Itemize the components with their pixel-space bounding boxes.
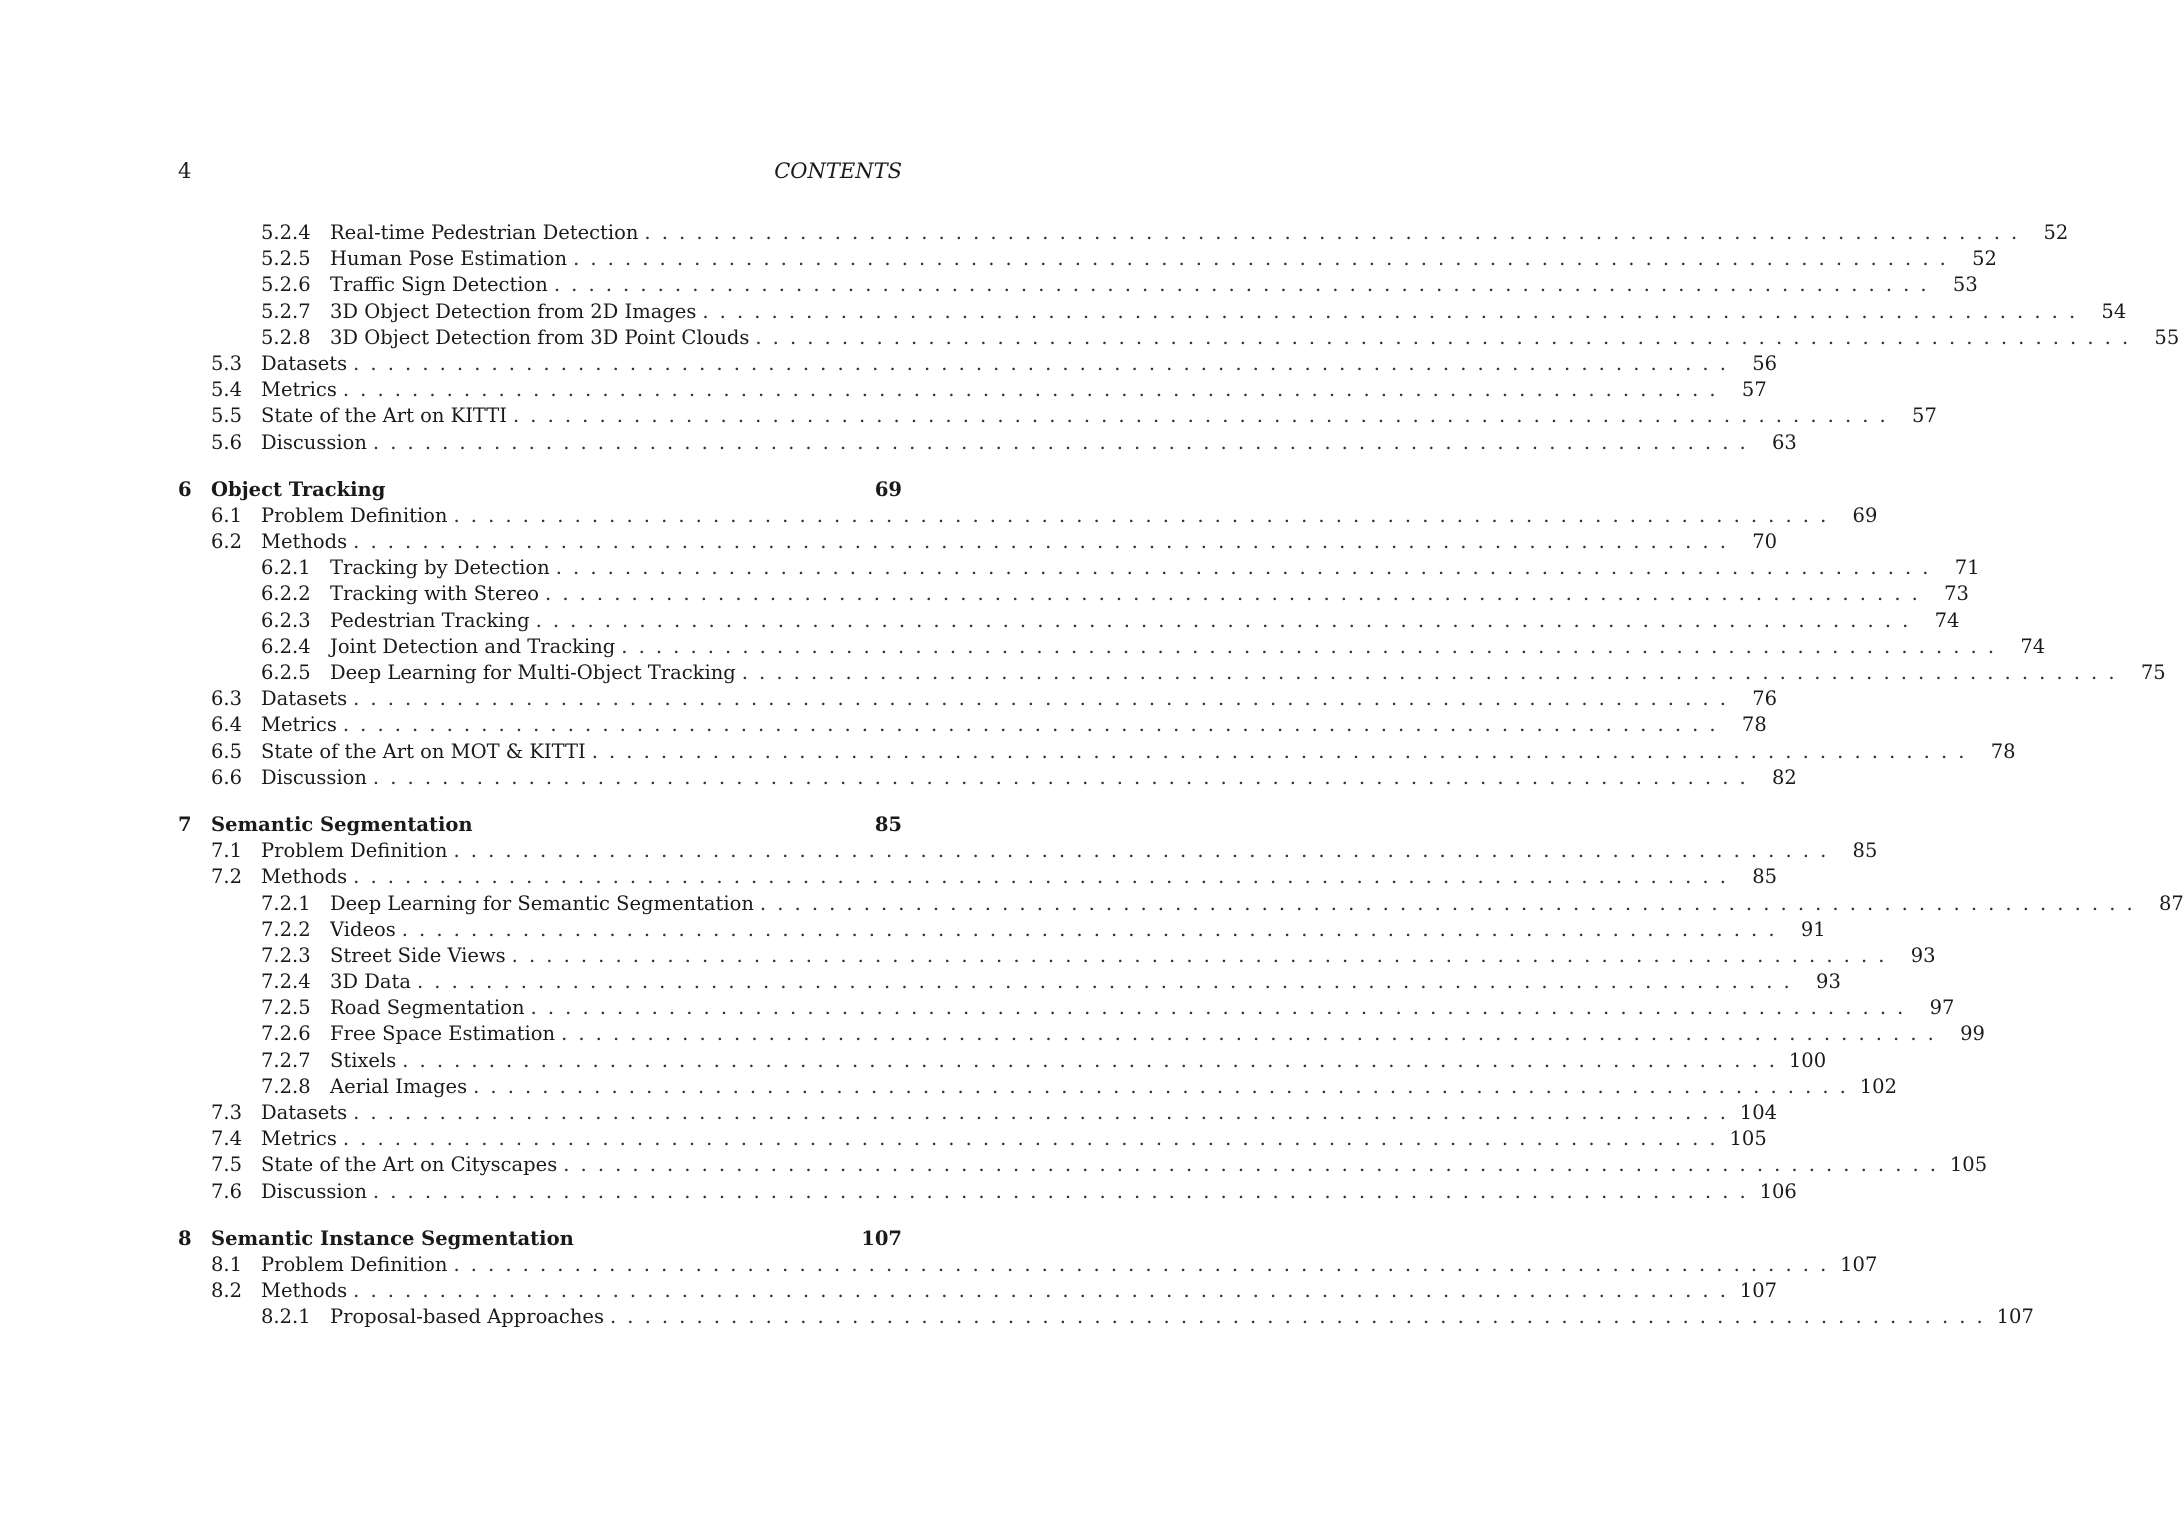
toc-entry-title: Problem Definition: [261, 1252, 453, 1278]
toc-entry-page: 107: [1996, 1305, 2034, 1329]
toc-entry-title: Proposal-based Approaches: [330, 1304, 610, 1330]
dot-leader: ................................................................................: [535, 608, 1920, 632]
toc-entry-number: 7.1: [211, 839, 243, 863]
dot-leader: ................................................................................: [353, 1101, 1738, 1124]
toc-entry-title: Methods: [261, 529, 353, 555]
toc-entry-title: Joint Detection and Tracking: [330, 634, 621, 660]
toc-subsection-entry[interactable]: [178, 299, 2127, 325]
toc-subsection-entry[interactable]: [178, 634, 2046, 660]
toc-entry-line: [330, 1048, 1827, 1074]
toc-entry-number: 5.5: [211, 404, 243, 428]
toc-entry-number: 8.2.1: [261, 1305, 311, 1329]
toc-entry-title: 3D Object Detection from 3D Point Clouds: [330, 325, 755, 351]
toc-entry-line: [261, 1100, 1778, 1126]
toc-entry-number: 5.2.4: [261, 221, 311, 244]
dot-leader: ................................................................................: [372, 765, 1757, 789]
toc-entry-line: [211, 812, 902, 838]
toc-entry-line: [330, 1021, 1985, 1047]
toc-entry-line: [261, 351, 1778, 377]
toc-entry-title: Problem Definition: [261, 503, 453, 529]
toc-entry-page: 105: [1949, 1153, 1988, 1177]
toc-entry-title: Metrics: [261, 377, 343, 403]
toc-entry-page: 105: [1729, 1127, 1767, 1151]
toc-entry-line: [330, 969, 1841, 995]
toc-entry-number: 7.2.7: [261, 1048, 311, 1072]
toc-entry-line: [261, 403, 1937, 429]
toc-entry-page: 69: [1852, 503, 1878, 527]
toc-entry-number: 5.4: [211, 378, 243, 402]
toc-entry-page: 71: [1954, 556, 1980, 580]
toc-chapter-entry[interactable]: [178, 1226, 902, 1252]
toc-subsection-entry[interactable]: [178, 246, 1997, 272]
toc-entry-number: 7.2.5: [261, 996, 311, 1020]
toc-entry-number: 5.3: [211, 351, 243, 375]
dot-leader: ................................................................................: [644, 221, 2029, 244]
toc-entry-line: [261, 1179, 1797, 1205]
dot-leader: ................................................................................: [453, 503, 1838, 527]
toc-entry-line: [330, 555, 1980, 581]
toc-entry-line: [261, 686, 1778, 712]
toc-entry-title: Semantic Instance Segmentation: [211, 1226, 580, 1252]
page-number: 4: [178, 159, 192, 183]
toc-subsection-entry[interactable]: [178, 1021, 1985, 1047]
toc-entry-number: 5.2.7: [261, 299, 311, 323]
toc-entry-title: Datasets: [261, 351, 353, 377]
toc-entry-page: 93: [1910, 943, 1936, 967]
toc-section-entry[interactable]: [178, 838, 1878, 864]
toc-entry-number: 8: [178, 1226, 192, 1250]
toc-entry-number: 6.2.2: [261, 582, 311, 606]
toc-entry-page: 106: [1759, 1179, 1797, 1203]
toc-subsection-entry[interactable]: [178, 608, 1960, 634]
toc-section-entry[interactable]: [178, 1152, 1988, 1178]
dot-leader: ................................................................................: [530, 996, 1915, 1020]
toc-entry-title: Street Side Views: [330, 943, 512, 969]
toc-subsection-entry[interactable]: [178, 891, 2184, 917]
toc-section-entry[interactable]: [178, 403, 1937, 429]
page-header: [178, 156, 902, 186]
toc-entry-line: [261, 765, 1797, 791]
toc-entry-page: 78: [1990, 739, 2016, 763]
dot-leader: ................................................................................: [342, 1127, 1727, 1151]
dot-leader: ................................................................................: [741, 661, 2126, 684]
toc-subsection-entry[interactable]: [178, 581, 1969, 607]
toc-entry-number: 6.6: [211, 765, 243, 789]
toc-entry-page: 52: [2043, 221, 2069, 244]
toc-subsection-entry[interactable]: [178, 1304, 2034, 1330]
toc-entry-number: 6.2.3: [261, 608, 311, 632]
toc-entry-number: 6.2.5: [261, 661, 311, 684]
toc-entry-title: Problem Definition: [261, 838, 453, 864]
toc-subsection-entry[interactable]: [178, 917, 1826, 943]
toc-entry-title: State of the Art on Cityscapes: [261, 1152, 563, 1178]
toc-entry-title: Object Tracking: [211, 477, 391, 503]
dot-leader: ................................................................................: [453, 1252, 1838, 1276]
toc-entry-number: 7.2.3: [261, 943, 311, 967]
toc-section-entry[interactable]: [178, 377, 1767, 403]
dot-leader: ................................................................................: [609, 1305, 1994, 1329]
toc-entry-line: [330, 581, 1969, 607]
toc-entry-page: 93: [1816, 970, 1841, 994]
toc-entry-line: [261, 838, 1878, 864]
toc-entry-title: Discussion: [261, 430, 373, 456]
toc-entry-title: Free Space Estimation: [330, 1021, 561, 1047]
toc-entry-line: [330, 1304, 2034, 1330]
toc-entry-title: Datasets: [261, 1100, 353, 1126]
toc-entry-line: [330, 325, 2180, 351]
toc-entry-title: Metrics: [261, 1126, 343, 1152]
toc-entry-line: [330, 891, 2184, 917]
toc-entry-number: 6.2.4: [261, 634, 311, 658]
toc-entry-title: Videos: [330, 917, 402, 943]
dot-leader: ................................................................................: [416, 970, 1801, 994]
toc-entry-page: 55: [2154, 325, 2180, 349]
toc-entry-page: 73: [1944, 582, 1969, 606]
table-of-contents: [178, 220, 2184, 1331]
toc-entry-page: 104: [1739, 1101, 1778, 1124]
toc-entry-title: 3D Data: [330, 969, 417, 995]
toc-entry-page: 100: [1788, 1048, 1827, 1072]
dot-leader: ................................................................................: [353, 351, 1738, 375]
toc-entry-page: 56: [1752, 351, 1778, 375]
dot-leader: ................................................................................: [353, 865, 1738, 889]
toc-entry-page: 57: [1912, 404, 1937, 428]
toc-entry-line: [330, 220, 2069, 246]
toc-entry-title: Real-time Pedestrian Detection: [330, 220, 644, 246]
dot-leader: ................................................................................: [512, 404, 1897, 428]
dot-leader: ................................................................................: [555, 556, 1940, 580]
dot-leader: ................................................................................: [353, 687, 1738, 711]
toc-entry-title: Human Pose Estimation: [330, 246, 573, 272]
toc-entry-number: 5.2.8: [261, 325, 311, 349]
toc-entry-page: 102: [1859, 1074, 1897, 1098]
toc-entry-number: 5.2.5: [261, 247, 311, 271]
toc-entry-page: 74: [1934, 608, 1960, 632]
toc-entry-line: [211, 1226, 902, 1252]
toc-entry-line: [330, 634, 2046, 660]
toc-entry-page: 52: [1972, 247, 1997, 271]
toc-section-entry[interactable]: [178, 712, 1767, 738]
dot-leader: ................................................................................: [372, 1179, 1757, 1203]
toc-entry-title: 3D Object Detection from 2D Images: [330, 299, 702, 325]
toc-entry-page: 97: [1929, 996, 1955, 1020]
toc-section-entry[interactable]: [178, 1100, 1778, 1126]
toc-entry-number: 7.4: [211, 1127, 243, 1151]
toc-entry-line: [261, 739, 2016, 765]
toc-entry-number: 8.1: [211, 1252, 243, 1276]
toc-entry-page: 76: [1752, 687, 1778, 711]
toc-entry-page: 85: [1852, 839, 1878, 863]
toc-entry-number: 6.2: [211, 530, 243, 554]
toc-entry-page: 63: [1771, 430, 1797, 454]
toc-entry-title: Tracking with Stereo: [330, 581, 545, 607]
toc-entry-title: Aerial Images: [330, 1074, 473, 1100]
toc-entry-line: [330, 917, 1826, 943]
toc-entry-number: 5.6: [211, 430, 243, 454]
toc-entry-title: Methods: [261, 864, 353, 890]
toc-entry-page: 82: [1771, 765, 1797, 789]
toc-entry-page: 57: [1741, 378, 1767, 402]
dot-leader: ................................................................................: [453, 839, 1838, 863]
dot-leader: ................................................................................: [561, 1022, 1945, 1046]
toc-entry-line: [330, 995, 1955, 1021]
dot-leader: ................................................................................: [342, 713, 1727, 737]
toc-entry-page: 107: [1739, 1279, 1778, 1303]
toc-entry-line: [330, 608, 1960, 634]
dot-leader: ................................................................................: [563, 1153, 1948, 1177]
toc-entry-number: 6.1: [211, 503, 243, 527]
toc-entry-title: State of the Art on KITTI: [261, 403, 513, 429]
toc-subsection-entry[interactable]: [178, 220, 2069, 246]
toc-section-entry[interactable]: [178, 1278, 1778, 1304]
toc-entry-number: 6: [178, 477, 192, 501]
dot-leader: ................................................................................: [553, 273, 1938, 297]
dot-leader: ................................................................................: [759, 891, 2144, 915]
toc-section-entry[interactable]: [178, 1126, 1767, 1152]
toc-entry-page: 53: [1952, 273, 1978, 297]
toc-entry-number: 5.2.6: [261, 273, 311, 297]
toc-entry-page: 54: [2101, 299, 2127, 323]
toc-entry-number: 7.3: [211, 1101, 243, 1124]
dot-leader: ................................................................................: [353, 1279, 1738, 1303]
dot-leader: ................................................................................: [591, 739, 1976, 763]
dot-leader: ................................................................................: [545, 582, 1929, 606]
toc-entry-number: 6.4: [211, 713, 243, 737]
toc-entry-page: 85: [874, 812, 902, 836]
toc-entry-page: 107: [1840, 1252, 1878, 1276]
toc-section-entry[interactable]: [178, 739, 2016, 765]
toc-chapter-entry[interactable]: [178, 812, 902, 838]
toc-entry-page: 75: [2140, 661, 2166, 684]
toc-section-entry[interactable]: [178, 430, 1797, 456]
toc-entry-line: [330, 272, 1978, 298]
toc-entry-number: 6.3: [211, 687, 243, 711]
toc-entry-number: 7.2.1: [261, 891, 311, 915]
dot-leader: ................................................................................: [342, 378, 1727, 402]
toc-entry-title: Datasets: [261, 686, 353, 712]
toc-entry-page: 74: [2020, 634, 2046, 658]
toc-entry-title: Discussion: [261, 1179, 373, 1205]
toc-subsection-entry[interactable]: [178, 325, 2180, 351]
dot-leader: ................................................................................: [401, 917, 1786, 941]
toc-entry-line: [330, 943, 1936, 969]
toc-entry-title: Pedestrian Tracking: [330, 608, 536, 634]
running-head: CONTENTS: [774, 159, 902, 183]
toc-entry-title: Stixels: [330, 1048, 402, 1074]
toc-entry-line: [261, 712, 1767, 738]
toc-entry-page: 69: [874, 477, 902, 501]
toc-section-entry[interactable]: [178, 351, 1778, 377]
toc-subsection-entry[interactable]: [178, 969, 1841, 995]
toc-entry-number: 7.2: [211, 865, 243, 889]
toc-entry-line: [330, 1074, 1897, 1100]
toc-entry-line: [261, 529, 1778, 555]
toc-entry-line: [330, 299, 2127, 325]
toc-entry-line: [261, 1252, 1878, 1278]
toc-section-entry[interactable]: [178, 864, 1778, 890]
toc-entry-page: 85: [1752, 865, 1778, 889]
toc-entry-number: 6.5: [211, 739, 243, 763]
toc-section-entry[interactable]: [178, 503, 1878, 529]
toc-section-entry[interactable]: [178, 529, 1778, 555]
toc-entry-number: 7.6: [211, 1179, 243, 1203]
toc-entry-page: 70: [1752, 530, 1778, 554]
dot-leader: ................................................................................: [621, 634, 2006, 658]
toc-entry-number: 7.5: [211, 1153, 243, 1177]
toc-entry-page: 91: [1800, 917, 1826, 941]
toc-entry-title: Deep Learning for Multi-Object Tracking: [330, 660, 742, 686]
dot-leader: ................................................................................: [353, 530, 1738, 554]
toc-entry-line: [211, 477, 902, 503]
toc-entry-page: 87: [2158, 891, 2184, 915]
toc-entry-line: [261, 864, 1778, 890]
toc-section-entry[interactable]: [178, 765, 1797, 791]
toc-chapter-entry[interactable]: [178, 477, 902, 503]
toc-section-entry[interactable]: [178, 1179, 1797, 1205]
dot-leader: ................................................................................: [755, 325, 2140, 349]
dot-leader: ................................................................................: [402, 1048, 1787, 1072]
toc-entry-title: Traffic Sign Detection: [330, 272, 554, 298]
toc-entry-title: Tracking by Detection: [330, 555, 556, 581]
toc-subsection-entry[interactable]: [178, 995, 1955, 1021]
toc-entry-line: [330, 246, 1997, 272]
dot-leader: ................................................................................: [372, 430, 1757, 454]
toc-entry-number: 7.2.8: [261, 1074, 311, 1098]
toc-entry-page: 107: [861, 1226, 902, 1250]
toc-entry-title: Metrics: [261, 712, 343, 738]
dot-leader: ................................................................................: [473, 1074, 1857, 1098]
toc-entry-title: Discussion: [261, 765, 373, 791]
toc-entry-line: [330, 660, 2166, 686]
toc-entry-title: State of the Art on MOT & KITTI: [261, 739, 592, 765]
toc-entry-title: Road Segmentation: [330, 995, 531, 1021]
dot-leader: ................................................................................: [702, 299, 2087, 323]
toc-entry-page: 78: [1741, 713, 1767, 737]
toc-entry-line: [261, 503, 1878, 529]
dot-leader: ................................................................................: [573, 247, 1957, 271]
dot-leader: ................................................................................: [511, 943, 1896, 967]
toc-entry-number: 8.2: [211, 1279, 243, 1303]
toc-subsection-entry[interactable]: [178, 555, 1980, 581]
toc-entry-number: 7: [178, 812, 192, 836]
toc-entry-number: 6.2.1: [261, 556, 311, 580]
toc-entry-line: [261, 1126, 1767, 1152]
toc-subsection-entry[interactable]: [178, 660, 2166, 686]
toc-section-entry[interactable]: [178, 686, 1778, 712]
toc-entry-line: [261, 377, 1767, 403]
toc-entry-line: [261, 430, 1797, 456]
toc-subsection-entry[interactable]: [178, 272, 1978, 298]
toc-subsection-entry[interactable]: [178, 943, 1936, 969]
toc-entry-title: Semantic Segmentation: [211, 812, 479, 838]
toc-section-entry[interactable]: [178, 1252, 1878, 1278]
toc-subsection-entry[interactable]: [178, 1048, 1827, 1074]
toc-entry-title: Deep Learning for Semantic Segmentation: [330, 891, 760, 917]
toc-subsection-entry[interactable]: [178, 1074, 1897, 1100]
toc-entry-title: Methods: [261, 1278, 353, 1304]
toc-entry-number: 7.2.6: [261, 1022, 311, 1046]
toc-entry-number: 7.2.4: [261, 970, 311, 994]
toc-entry-line: [261, 1278, 1778, 1304]
toc-entry-line: [261, 1152, 1988, 1178]
toc-entry-page: 99: [1960, 1022, 1985, 1046]
toc-entry-number: 7.2.2: [261, 917, 311, 941]
